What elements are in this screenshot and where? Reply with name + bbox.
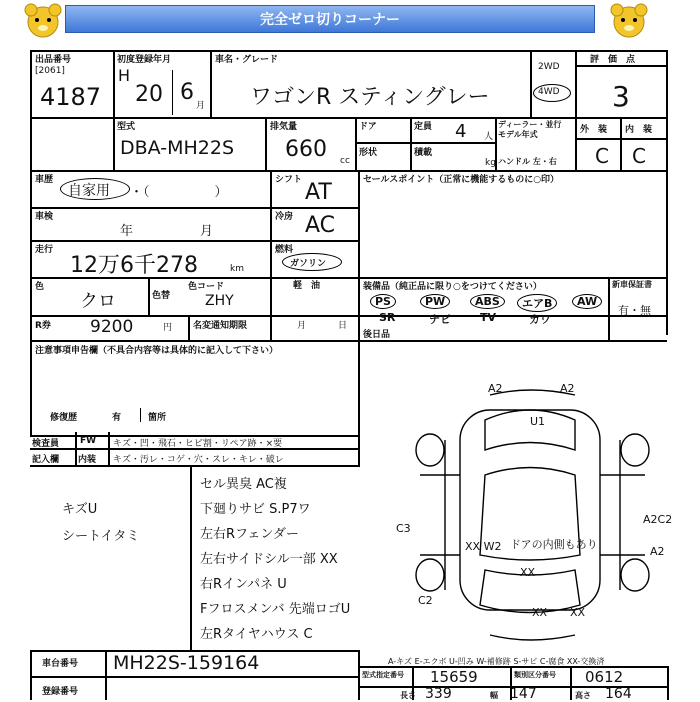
interior-label: 内 装 (625, 125, 653, 135)
remark-line: 左右Rフェンダー (200, 527, 299, 542)
recycle-value: 9200 (90, 317, 134, 337)
fuel-alt: 軽 油 (293, 281, 321, 291)
height-value: 164 (605, 686, 632, 702)
lot-sub: [2061] (35, 66, 65, 76)
color-value: クロ (80, 291, 116, 312)
record-items: キズ・汚レ・コゲ・穴・スレ・キレ・破レ (113, 455, 284, 465)
car-name-label: 車名・グレード (215, 55, 279, 65)
remark-line: 下廻りサビ S.P7ワ (200, 502, 311, 517)
recycle-label: R券 (35, 321, 51, 331)
damage-mark: U1 (530, 415, 546, 428)
notes-label: 注意事項申告欄（不具合内容等は具体的に記入して下さい） (35, 346, 279, 356)
color-code-label: 色コード (188, 282, 225, 292)
repair-place: 箇所 (148, 413, 167, 423)
sales-point-label: セールスポイント（正常に機能するものに○印） (363, 175, 560, 185)
model-value: DBA-MH22S (120, 137, 235, 159)
legend: A-キズ E-エクボ U-凹み W-補修跡 S-サビ C-腐食 XX-交換済 (388, 657, 605, 666)
grade-label: 評 価 点 (590, 55, 636, 65)
model-code-value: 15659 (430, 668, 478, 686)
damage-mark: XX (520, 566, 536, 579)
color-code: ZHY (205, 293, 234, 309)
car-name: ワゴンR スティングレー (250, 85, 490, 110)
registration-month-unit: 月 (196, 101, 206, 111)
capacity-unit: 人 (484, 132, 494, 142)
damage-mark: XX (570, 606, 586, 619)
equipment-item: ナビ (429, 313, 451, 326)
damage-mark: C3 (396, 522, 411, 535)
width-label: 幅 (490, 691, 498, 700)
equipment-item: PS (370, 294, 396, 309)
exterior-label: 外 装 (580, 125, 608, 135)
length-label: 長さ (400, 691, 416, 700)
drive-2wd: 2WD (538, 62, 560, 72)
interior-grade: C (632, 144, 646, 168)
color-change-label: 色替 (152, 291, 171, 301)
inspection-year: 年 (120, 224, 134, 239)
chassis-label: 車台番号 (42, 659, 79, 669)
shift-label: シフト (275, 175, 303, 185)
inspection-label: 車検 (35, 212, 54, 222)
inspector-fw: FW (80, 436, 97, 446)
usage-other: ・（ ） (130, 185, 228, 200)
remark-line: キズU (62, 502, 98, 517)
equipment-item: SR (379, 311, 396, 324)
drive-4wd: 4WD (538, 87, 560, 97)
load-label: 積載 (414, 148, 433, 158)
model-code-label: 型式指定番号 (362, 671, 404, 679)
equipment-item: カワ (529, 313, 551, 326)
height-label: 高さ (575, 691, 591, 700)
displacement-value: 660 (285, 137, 327, 162)
warranty-label: 新車保証書 (612, 280, 652, 289)
fuel-label: 燃料 (275, 245, 294, 255)
damage-mark: A2 (650, 545, 665, 558)
warranty-value: 有・無 (618, 304, 651, 317)
model-label: 型式 (117, 122, 136, 132)
width-value: 147 (510, 686, 537, 702)
page-banner: 完全ゼロ切りコーナー (65, 5, 595, 33)
cat-code-label: 類別区分番号 (514, 671, 556, 679)
lot-label: 出品番号 (35, 55, 72, 65)
remark-line: シートイタミ (62, 529, 140, 544)
displacement-label: 排気量 (270, 122, 298, 132)
repair-label: 修復歴 (50, 413, 78, 423)
record-interior: 内装 (78, 455, 97, 465)
remark-line: 左Rタイヤハウス C (200, 627, 313, 642)
damage-mark: A2 (488, 382, 503, 395)
equipment-item: TV (480, 311, 497, 324)
damage-mark: A2 (560, 382, 575, 395)
color-label: 色 (35, 282, 45, 292)
repair-value: 有 (112, 413, 122, 423)
name-change-day: 日 (338, 321, 348, 331)
exterior-grade: C (595, 144, 609, 168)
name-change-label: 名変通知期限 (193, 321, 248, 331)
usage-label: 車歴 (35, 175, 54, 185)
shape-label: 形状 (359, 148, 378, 158)
equipment-item: エアB (517, 294, 557, 312)
remark-line: 右Rインパネ U (200, 577, 287, 592)
handle-label: ハンドル 左・右 (498, 157, 557, 166)
cooling-label: 冷房 (275, 212, 294, 222)
damage-mark: C2 (418, 594, 433, 607)
doors-label: ドア (359, 122, 377, 132)
registration-label: 初度登録年月 (117, 55, 172, 65)
damage-mark: XX W2 (465, 540, 502, 553)
equipment-item: AW (572, 294, 602, 309)
inspector-items: キズ・凹・飛石・ヒビ割・リペア跡・×要 (113, 439, 283, 449)
fuel-value: ガソリン (290, 259, 327, 269)
registration-month: 6 (180, 80, 194, 105)
diagram-note: ドアの内側もあり (510, 538, 598, 551)
equipment-item: ABS (470, 294, 505, 309)
mileage-unit: km (230, 264, 244, 274)
recycle-unit: 円 (163, 323, 173, 333)
reg-no-label: 登録番号 (42, 687, 79, 697)
mascot-right-icon (608, 2, 650, 42)
equipment-label: 装備品（純正品に限り○をつけてください） (363, 282, 542, 292)
mascot-left-icon (22, 2, 64, 42)
chassis-value: MH22S-159164 (113, 652, 260, 674)
registration-era: H (118, 66, 131, 85)
capacity-label: 定員 (414, 122, 433, 132)
mileage-label: 走行 (35, 245, 54, 255)
inspector-label: 検査員 (32, 439, 60, 449)
name-change-month: 月 (297, 321, 307, 331)
length-value: 339 (425, 686, 452, 702)
usage-value: 自家用 (68, 183, 110, 199)
capacity-value: 4 (455, 121, 467, 142)
load-unit: kg (485, 158, 496, 168)
shift-value: AT (305, 180, 332, 205)
damage-mark: A2C2 (643, 513, 673, 526)
grade-score: 3 (612, 80, 630, 113)
registration-year: 20 (135, 82, 163, 107)
dealer-label: ディーラー・並行 (498, 120, 562, 129)
cooling-value: AC (305, 213, 336, 238)
mileage-value: 12万6千278 (70, 253, 198, 278)
equipment-item: PW (420, 294, 450, 309)
model-year-label: モデル年式 (498, 130, 538, 139)
cat-code-value: 0612 (585, 668, 624, 686)
record-label: 記入欄 (32, 455, 60, 465)
remark-line: 左右サイドシル一部 XX (200, 552, 338, 567)
back-seat-label: 後日品 (363, 330, 391, 340)
displacement-unit: cc (340, 156, 350, 166)
damage-mark: XX (532, 606, 548, 619)
inspection-month: 月 (200, 224, 214, 239)
remark-line: セル異臭 AC複 (200, 477, 287, 492)
remark-line: Fフロスメンバ 先端ロゴU (200, 602, 351, 617)
lot-number: 4187 (40, 83, 102, 111)
